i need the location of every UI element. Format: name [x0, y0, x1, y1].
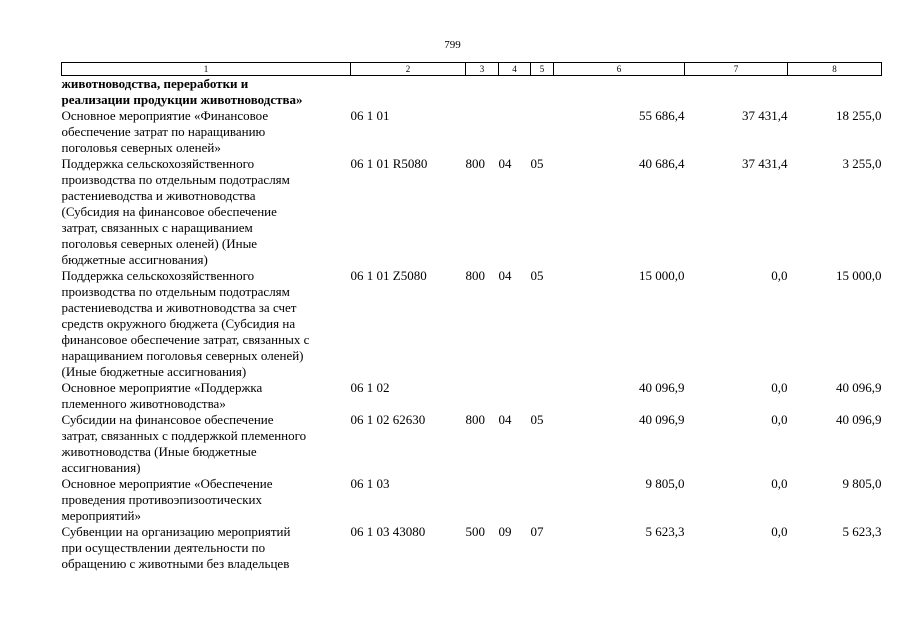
row-name-line: животноводства (Иные бюджетные — [61, 444, 257, 459]
row-name-line: затрат, связанных с поддержкой племенного — [61, 428, 307, 443]
row-name-line: финансовое обеспечение затрат, связанных с — [61, 332, 310, 347]
column-number-2: 2 — [351, 63, 466, 76]
row-name-line: растениеводства и животноводства — [61, 188, 256, 203]
section-code: 04 — [498, 156, 512, 171]
column-number-4: 4 — [499, 63, 531, 76]
subsection-code — [531, 108, 554, 156]
row-name-line: реализации продукции животноводства» — [61, 92, 303, 107]
amount-regional: 15 000,0 — [836, 268, 882, 283]
section-code — [499, 76, 531, 109]
row-name-line: обеспечение затрат по наращиванию — [61, 124, 266, 139]
column-number-7: 7 — [685, 63, 788, 76]
row-name-line: племенного животноводства» — [61, 396, 226, 411]
expense-type-code: 500 — [465, 524, 485, 539]
subsection-code: 05 — [530, 268, 544, 283]
amount-federal — [685, 76, 788, 109]
expense-type-code: 800 — [465, 412, 485, 427]
row-name-line: наращиванием поголовья северных оленей) — [61, 348, 304, 363]
section-code: 04 — [498, 412, 512, 427]
row-name — [62, 476, 351, 524]
amount-total: 40 686,4 — [639, 156, 685, 171]
amount-federal: 0,0 — [771, 476, 788, 491]
budget-table — [61, 62, 882, 572]
expense-type-code: 800 — [465, 156, 485, 171]
amount-federal: 0,0 — [771, 268, 788, 283]
row-name-line: животноводства, переработки и — [61, 76, 249, 91]
table-body — [62, 76, 882, 573]
target-article-code: 06 1 01 — [350, 108, 390, 123]
subsection-code: 05 — [530, 412, 544, 427]
row-name-line: растениеводства и животноводства за счет — [61, 300, 297, 315]
section-code — [499, 108, 531, 156]
amount-total: 5 623,3 — [645, 524, 685, 539]
row-name-line: Поддержка сельскохозяйственного — [61, 268, 255, 283]
subsection-code — [531, 76, 554, 109]
column-number-5: 5 — [531, 63, 554, 76]
table-row — [62, 524, 882, 572]
section-code — [499, 380, 531, 412]
row-name-line: Основное мероприятие «Поддержка — [61, 380, 263, 395]
row-name-line: поголовья северных оленей) (Иные — [61, 236, 258, 251]
amount-regional: 5 623,3 — [842, 524, 882, 539]
row-name-line: (Субсидия на финансовое обеспечение — [61, 204, 277, 219]
row-name — [62, 76, 351, 109]
amount-total — [554, 76, 685, 109]
amount-regional: 18 255,0 — [836, 108, 882, 123]
row-name-line: производства по отдельным подотраслям — [61, 284, 290, 299]
row-name-line: при осуществлении деятельности по — [61, 540, 266, 555]
subsection-code: 07 — [530, 524, 544, 539]
row-name-line: ассигнования) — [61, 460, 141, 475]
target-article-code: 06 1 01 R5080 — [350, 156, 428, 171]
column-number-6: 6 — [554, 63, 685, 76]
amount-total: 15 000,0 — [639, 268, 685, 283]
row-name-line: проведения противоэпизоотических — [61, 492, 262, 507]
amount-total: 40 096,9 — [639, 380, 685, 395]
row-name-line: средств окружного бюджета (Субсидия на — [61, 316, 296, 331]
subsection-code: 05 — [530, 156, 544, 171]
table-row — [62, 412, 882, 476]
subsection-code — [531, 380, 554, 412]
amount-federal: 0,0 — [771, 380, 788, 395]
subsection-code — [531, 476, 554, 524]
row-name — [62, 412, 351, 476]
amount-regional: 40 096,9 — [836, 412, 882, 427]
row-name-line: Поддержка сельскохозяйственного — [61, 156, 255, 171]
row-name — [62, 380, 351, 412]
column-number-1: 1 — [62, 63, 351, 76]
row-name — [62, 524, 351, 572]
target-article-code: 06 1 03 43080 — [350, 524, 426, 539]
expense-type-code — [466, 108, 499, 156]
target-article-code: 06 1 02 62630 — [350, 412, 426, 427]
table-row — [62, 268, 882, 380]
row-name-line: производства по отдельным подотраслям — [61, 172, 290, 187]
table-row — [62, 156, 882, 268]
row-name-line: Субвенции на организацию мероприятий — [61, 524, 291, 539]
column-number-8: 8 — [788, 63, 882, 76]
amount-total: 40 096,9 — [639, 412, 685, 427]
row-name — [62, 156, 351, 268]
column-number-3: 3 — [466, 63, 499, 76]
amount-federal: 37 431,4 — [742, 156, 788, 171]
expense-type-code — [466, 76, 499, 109]
table-row — [62, 108, 882, 156]
amount-federal: 37 431,4 — [742, 108, 788, 123]
target-article-code: 06 1 02 — [350, 380, 390, 395]
amount-total: 9 805,0 — [645, 476, 685, 491]
section-code — [499, 476, 531, 524]
amount-total: 55 686,4 — [639, 108, 685, 123]
amount-regional: 9 805,0 — [842, 476, 882, 491]
page-number: 799 — [444, 39, 461, 51]
section-code: 09 — [498, 524, 512, 539]
expense-type-code — [466, 380, 499, 412]
amount-regional — [788, 76, 882, 109]
row-name-line: мероприятий» — [61, 508, 141, 523]
row-name — [62, 268, 351, 380]
table-row — [62, 476, 882, 524]
amount-regional: 40 096,9 — [836, 380, 882, 395]
row-name-line: Основное мероприятие «Обеспечение — [61, 476, 273, 491]
table-row — [62, 76, 882, 109]
target-article-code — [351, 76, 466, 109]
table-row — [62, 380, 882, 412]
expense-type-code — [466, 476, 499, 524]
amount-federal: 0,0 — [771, 524, 788, 539]
row-name-line: обращению с животными без владельцев — [61, 556, 290, 571]
amount-regional: 3 255,0 — [842, 156, 882, 171]
expense-type-code: 800 — [465, 268, 485, 283]
column-number-row — [62, 63, 882, 76]
row-name-line: бюджетные ассигнования) — [61, 252, 208, 267]
row-name-line: Основное мероприятие «Финансовое — [61, 108, 269, 123]
row-name-line: затрат, связанных с наращиванием — [61, 220, 253, 235]
row-name-line: поголовья северных оленей» — [61, 140, 221, 155]
row-name-line: (Иные бюджетные ассигнования) — [61, 364, 247, 379]
row-name — [62, 108, 351, 156]
section-code: 04 — [498, 268, 512, 283]
target-article-code: 06 1 01 Z5080 — [350, 268, 427, 283]
target-article-code: 06 1 03 — [350, 476, 390, 491]
amount-federal: 0,0 — [771, 412, 788, 427]
row-name-line: Субсидии на финансовое обеспечение — [61, 412, 274, 427]
